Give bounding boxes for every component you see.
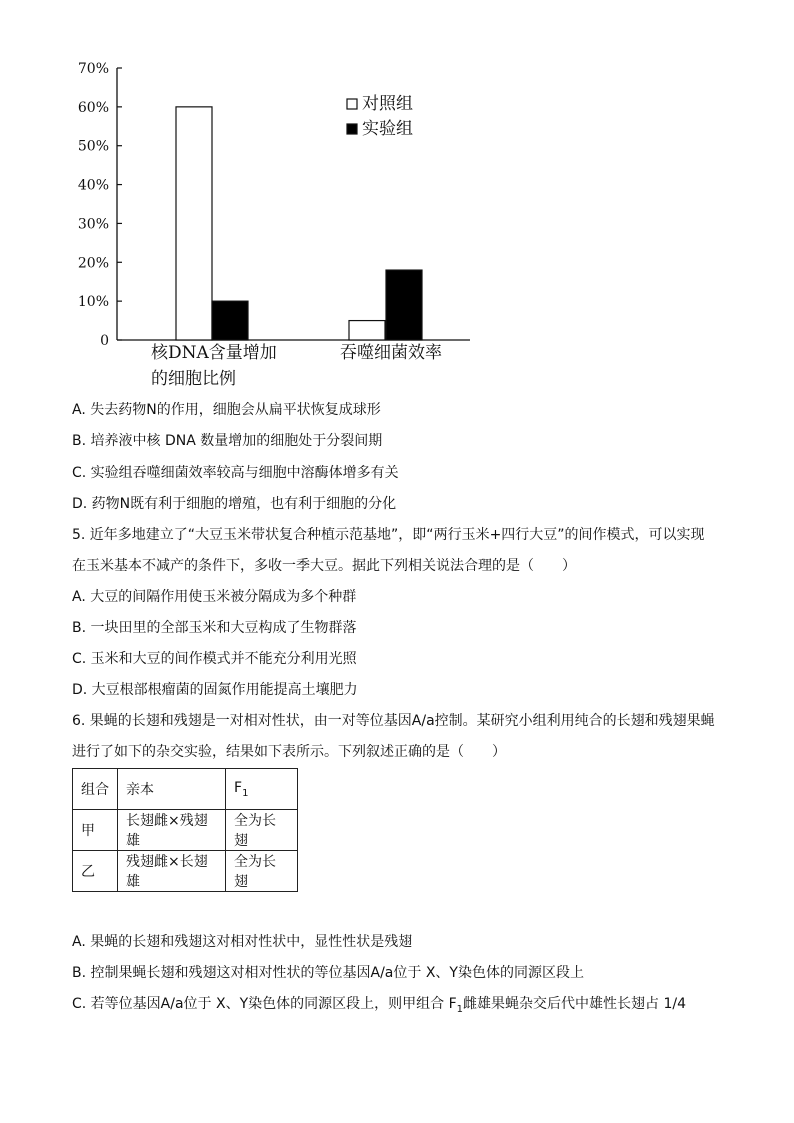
y-tick-label: 30% — [77, 216, 109, 233]
q5-stem-line1: 5. 近年多地建立了“大豆玉米带状复合种植示范基地”，即“两行玉米+四行大豆”的间作模式，可以实现 — [72, 527, 705, 543]
table-cell: 甲 — [73, 810, 118, 851]
table-header-cell: 组合 — [73, 769, 118, 810]
y-tick-label: 10% — [77, 294, 109, 311]
table-header-row — [73, 769, 298, 810]
y-tick-label: 70% — [77, 61, 109, 77]
q5-option-c: C. 玉米和大豆的间作模式并不能充分利用光照 — [72, 651, 357, 667]
q5-option-d: D. 大豆根部根瘤菌的固氮作用能提高土壤肥力 — [72, 682, 358, 698]
bar-experiment — [212, 301, 248, 340]
x-category-label — [321, 340, 461, 366]
bar-experiment — [386, 270, 422, 340]
legend-swatch — [347, 99, 357, 109]
table-row — [73, 810, 298, 851]
y-tick-label: 0 — [100, 333, 109, 349]
q4-option-a: A. 失去药物N的作用，细胞会从扁平状恢复成球形 — [72, 402, 381, 418]
chart-legend — [347, 94, 413, 139]
cross-table — [72, 768, 298, 892]
table-cell: 全为长翅 — [226, 851, 298, 892]
q6-option-c-sub: 1 — [456, 1003, 464, 1015]
y-tick-label: 50% — [77, 138, 109, 155]
x-category-label — [151, 340, 291, 392]
q4-option-b: B. 培养液中核 DNA 数量增加的细胞处于分裂间期 — [72, 433, 383, 449]
legend-swatch — [347, 124, 357, 134]
q6-option-a: A. 果蝇的长翅和残翅这对相对性状中，显性性状是残翅 — [72, 934, 413, 950]
x-category-label-line: 核DNA含量增加 — [151, 343, 277, 363]
q6-option-c — [72, 994, 686, 1020]
q6-option-c-pre: C. 若等位基因A/a位于 X、Y染色体的同源区段上，则甲组合 F — [72, 996, 457, 1012]
table-row — [73, 851, 298, 892]
q4-option-d: D. 药物N既有利于细胞的增殖，也有利于细胞的分化 — [72, 496, 397, 512]
chart-bars — [176, 107, 422, 340]
legend-label: 实验组 — [362, 119, 413, 139]
table-header-cell — [226, 769, 298, 810]
q6-stem-line1: 6. 果蝇的长翅和残翅是一对相对性状，由一对等位基因A/a控制。某研究小组利用纯合的长翅和残翅果蝇 — [72, 713, 715, 729]
table-cell: 残翅雌×长翅雄 — [118, 851, 226, 892]
table-header-cell: 亲本 — [118, 769, 226, 810]
bar-control — [349, 321, 385, 340]
q6-stem-line2: 进行了如下的杂交实验，结果如下表所示。下列叙述正确的是（ ） — [72, 744, 506, 760]
x-category-label-line: 吞噬细菌效率 — [340, 343, 442, 363]
table-cell: 长翅雌×残翅雄 — [118, 810, 226, 851]
q5-stem-line2: 在玉米基本不减产的条件下，多收一季大豆。据此下列相关说法合理的是（ ） — [72, 558, 576, 574]
f1-label: F — [234, 779, 243, 796]
legend-label: 对照组 — [362, 94, 413, 114]
table-cell: 全为长翅 — [226, 810, 298, 851]
q4-option-c: C. 实验组吞噬细菌效率较高与细胞中溶酶体增多有关 — [72, 465, 399, 481]
y-tick-label: 40% — [77, 177, 109, 194]
y-tick-label: 20% — [77, 255, 109, 272]
q6-option-c-post: 雌雄果蝇杂交后代中雄性长翅占 1/4 — [463, 996, 687, 1012]
q5-option-a: A. 大豆的间隔作用使玉米被分隔成为多个种群 — [72, 589, 357, 605]
y-tick-label: 60% — [77, 99, 109, 116]
q5-option-b: B. 一块田里的全部玉米和大豆构成了生物群落 — [72, 620, 357, 636]
x-category-label-line: 的细胞比例 — [151, 369, 236, 389]
table-cell: 乙 — [73, 851, 118, 892]
f1-subscript: 1 — [242, 787, 249, 799]
bar-control — [176, 107, 212, 340]
q6-option-b: B. 控制果蝇长翅和残翅这对相对性状的等位基因A/a位于 X、Y染色体的同源区段上 — [72, 965, 584, 981]
